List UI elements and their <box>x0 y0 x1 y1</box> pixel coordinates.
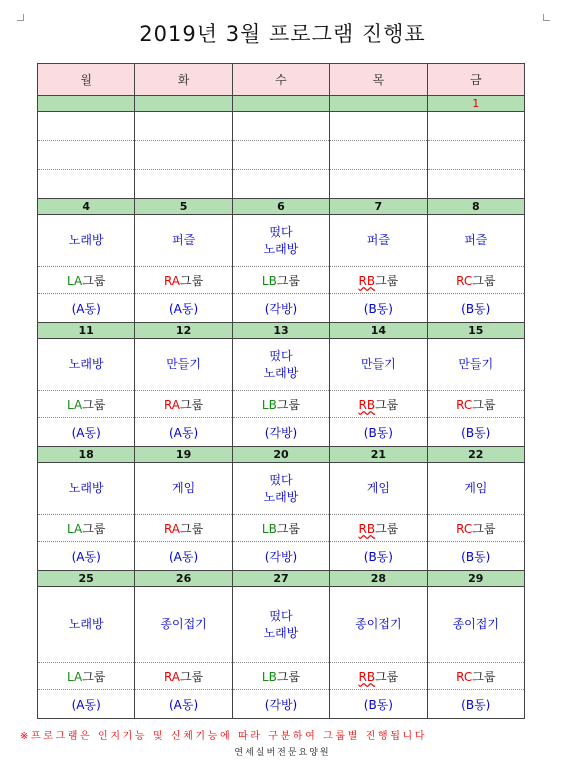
group-code: RB <box>358 273 376 288</box>
group-code: LA <box>67 273 83 288</box>
group-code: LA <box>67 521 83 536</box>
program-name: 게임 <box>171 481 196 495</box>
group-row <box>38 663 525 690</box>
program-name: 떴다 <box>269 348 293 363</box>
program-name: 종이접기 <box>160 617 207 631</box>
weekday-header: 월 <box>38 64 135 96</box>
program-cell <box>427 587 524 663</box>
group-code: RA <box>163 669 181 684</box>
schedule-body <box>38 64 525 719</box>
page-title: 2019년 3월 프로그램 진행표 <box>139 22 426 46</box>
date-cell <box>330 96 427 112</box>
program-name: 노래방 <box>68 617 104 631</box>
empty-cell <box>232 141 329 170</box>
date-cell <box>232 96 329 112</box>
group-cell <box>135 515 232 542</box>
weekday-header-row <box>38 64 525 96</box>
empty-row <box>38 170 525 199</box>
group-code: LB <box>261 669 277 684</box>
program-name: 만들기 <box>458 357 494 371</box>
program-name: 떴다 <box>269 472 293 487</box>
group-cell <box>330 663 427 690</box>
program-name: 노래방 <box>68 481 104 495</box>
group-code: RB <box>358 521 376 536</box>
empty-cell <box>135 112 232 141</box>
date-row <box>38 571 525 587</box>
program-cell <box>427 215 524 267</box>
place-cell: (B동) <box>330 418 427 447</box>
group-cell <box>232 515 329 542</box>
program-name: 게임 <box>464 481 488 495</box>
place-cell: (B동) <box>330 294 427 323</box>
program-cell <box>330 215 427 267</box>
program-name: 노래방 <box>68 357 104 371</box>
group-suffix: 그룹 <box>472 397 496 412</box>
group-code: LB <box>261 397 277 412</box>
group-row <box>38 267 525 294</box>
program-cell <box>135 463 232 515</box>
date-row <box>38 199 525 215</box>
place-cell: (A동) <box>38 294 135 323</box>
empty-cell <box>232 170 329 199</box>
date-cell: 8 <box>427 199 524 215</box>
program-name: 퍼즐 <box>464 233 488 247</box>
group-row <box>38 391 525 418</box>
program-name: 노래방 <box>68 233 104 247</box>
weekday-header: 수 <box>232 64 329 96</box>
date-cell: 4 <box>38 199 135 215</box>
program-cell <box>135 587 232 663</box>
program-cell <box>38 587 135 663</box>
place-cell: (각방) <box>232 690 329 719</box>
group-suffix: 그룹 <box>472 273 496 288</box>
place-row <box>38 294 525 323</box>
program-cell <box>232 463 329 515</box>
date-cell: 29 <box>427 571 524 587</box>
date-row <box>38 447 525 463</box>
group-cell <box>232 663 329 690</box>
place-cell: (A동) <box>38 418 135 447</box>
program-name: 만들기 <box>166 357 201 371</box>
program-cell <box>427 463 524 515</box>
group-code: LA <box>67 669 83 684</box>
place-cell: (B동) <box>427 542 524 571</box>
group-suffix: 그룹 <box>276 273 301 288</box>
group-suffix: 그룹 <box>472 521 496 536</box>
program-cell <box>330 463 427 515</box>
program-name: 종이접기 <box>452 617 499 631</box>
place-cell: (A동) <box>135 294 232 323</box>
group-suffix: 그룹 <box>276 521 301 536</box>
place-cell: (각방) <box>232 294 329 323</box>
group-suffix: 그룹 <box>180 669 204 684</box>
schedule-table <box>37 63 525 719</box>
empty-row <box>38 112 525 141</box>
group-cell <box>427 663 524 690</box>
program-name: 퍼즐 <box>366 233 390 247</box>
group-suffix: 그룹 <box>472 669 496 684</box>
place-cell: (B동) <box>427 690 524 719</box>
program-cell <box>135 215 232 267</box>
date-cell: 7 <box>330 199 427 215</box>
empty-cell <box>427 170 524 199</box>
group-code: LB <box>261 273 277 288</box>
group-cell <box>38 515 135 542</box>
empty-cell <box>330 170 427 199</box>
group-cell <box>330 515 427 542</box>
place-row <box>38 542 525 571</box>
program-name: 종이접기 <box>355 617 402 631</box>
group-suffix: 그룹 <box>276 669 301 684</box>
program-name: 노래방 <box>263 489 299 504</box>
group-cell <box>427 515 524 542</box>
empty-cell <box>38 112 135 141</box>
group-cell <box>330 267 427 294</box>
empty-cell <box>330 141 427 170</box>
date-cell: 28 <box>330 571 427 587</box>
group-suffix: 그룹 <box>375 521 399 536</box>
group-suffix: 그룹 <box>180 273 204 288</box>
program-cell <box>232 339 329 391</box>
group-suffix: 그룹 <box>82 521 106 536</box>
place-cell: (B동) <box>427 418 524 447</box>
date-cell: 5 <box>135 199 232 215</box>
date-cell <box>38 96 135 112</box>
program-name: 떴다 <box>269 224 293 239</box>
group-cell <box>232 267 329 294</box>
empty-cell <box>232 112 329 141</box>
place-cell: (각방) <box>232 542 329 571</box>
empty-cell <box>330 112 427 141</box>
empty-cell <box>427 141 524 170</box>
empty-row <box>38 141 525 170</box>
program-row <box>38 463 525 515</box>
place-row <box>38 690 525 719</box>
date-cell: 13 <box>232 323 329 339</box>
date-cell <box>135 96 232 112</box>
empty-cell <box>38 170 135 199</box>
program-cell <box>232 215 329 267</box>
place-row <box>38 418 525 447</box>
group-code: RC <box>456 669 473 684</box>
program-cell <box>330 339 427 391</box>
group-suffix: 그룹 <box>375 397 399 412</box>
empty-cell <box>135 141 232 170</box>
program-name: 노래방 <box>263 365 299 380</box>
place-cell: (B동) <box>330 542 427 571</box>
group-cell <box>232 391 329 418</box>
program-name: 퍼즐 <box>171 233 196 247</box>
date-cell: 11 <box>38 323 135 339</box>
place-cell: (각방) <box>232 418 329 447</box>
date-cell: 6 <box>232 199 329 215</box>
program-row <box>38 215 525 267</box>
place-cell: (A동) <box>38 542 135 571</box>
date-cell: 20 <box>232 447 329 463</box>
group-code: RC <box>456 273 473 288</box>
group-code: LB <box>261 521 277 536</box>
program-cell <box>38 463 135 515</box>
organization-name: 연세실버전문요양원 <box>234 748 331 758</box>
program-row <box>38 339 525 391</box>
date-cell: 14 <box>330 323 427 339</box>
date-cell: 22 <box>427 447 524 463</box>
group-cell <box>38 391 135 418</box>
program-name: 떴다 <box>269 608 293 623</box>
group-row <box>38 515 525 542</box>
weekday-header: 금 <box>427 64 524 96</box>
date-cell: 19 <box>135 447 232 463</box>
date-cell: 12 <box>135 323 232 339</box>
group-code: RC <box>456 397 473 412</box>
date-cell: 27 <box>232 571 329 587</box>
weekday-header: 화 <box>135 64 232 96</box>
group-code: RA <box>163 397 181 412</box>
date-cell: 18 <box>38 447 135 463</box>
group-code: RA <box>163 521 181 536</box>
date-cell: 1 <box>427 96 524 112</box>
place-cell: (A동) <box>38 690 135 719</box>
group-code: RB <box>358 397 376 412</box>
empty-cell <box>38 141 135 170</box>
group-suffix: 그룹 <box>180 521 204 536</box>
empty-cell <box>427 112 524 141</box>
group-cell <box>135 663 232 690</box>
weekday-header: 목 <box>330 64 427 96</box>
group-cell <box>135 391 232 418</box>
group-suffix: 그룹 <box>276 397 301 412</box>
group-code: RC <box>456 521 473 536</box>
program-cell <box>38 215 135 267</box>
program-cell <box>330 587 427 663</box>
date-cell: 26 <box>135 571 232 587</box>
place-cell: (A동) <box>135 690 232 719</box>
footnote: ※프로그램은 인지기능 및 신체기능에 따라 구분하여 그룹별 진행됩니다 <box>20 731 427 742</box>
program-row <box>38 587 525 663</box>
date-cell: 25 <box>38 571 135 587</box>
program-cell <box>38 339 135 391</box>
date-cell: 15 <box>427 323 524 339</box>
group-cell <box>427 267 524 294</box>
group-cell <box>38 267 135 294</box>
group-cell <box>427 391 524 418</box>
place-cell: (A동) <box>135 542 232 571</box>
program-name: 게임 <box>366 481 390 495</box>
group-cell <box>330 391 427 418</box>
group-suffix: 그룹 <box>375 669 399 684</box>
group-suffix: 그룹 <box>180 397 204 412</box>
program-cell <box>232 587 329 663</box>
group-cell <box>38 663 135 690</box>
program-name: 노래방 <box>263 241 299 256</box>
group-suffix: 그룹 <box>82 273 106 288</box>
place-cell: (B동) <box>330 690 427 719</box>
date-row <box>38 323 525 339</box>
group-code: RA <box>163 273 181 288</box>
group-suffix: 그룹 <box>375 273 399 288</box>
place-cell: (B동) <box>427 294 524 323</box>
group-suffix: 그룹 <box>82 669 106 684</box>
date-row <box>38 96 525 112</box>
place-cell: (A동) <box>135 418 232 447</box>
group-suffix: 그룹 <box>82 397 106 412</box>
date-cell: 21 <box>330 447 427 463</box>
program-name: 노래방 <box>263 625 299 640</box>
group-code: RB <box>358 669 376 684</box>
group-code: LA <box>67 397 83 412</box>
empty-cell <box>135 170 232 199</box>
group-cell <box>135 267 232 294</box>
program-cell <box>427 339 524 391</box>
program-name: 만들기 <box>360 357 396 371</box>
program-cell <box>135 339 232 391</box>
